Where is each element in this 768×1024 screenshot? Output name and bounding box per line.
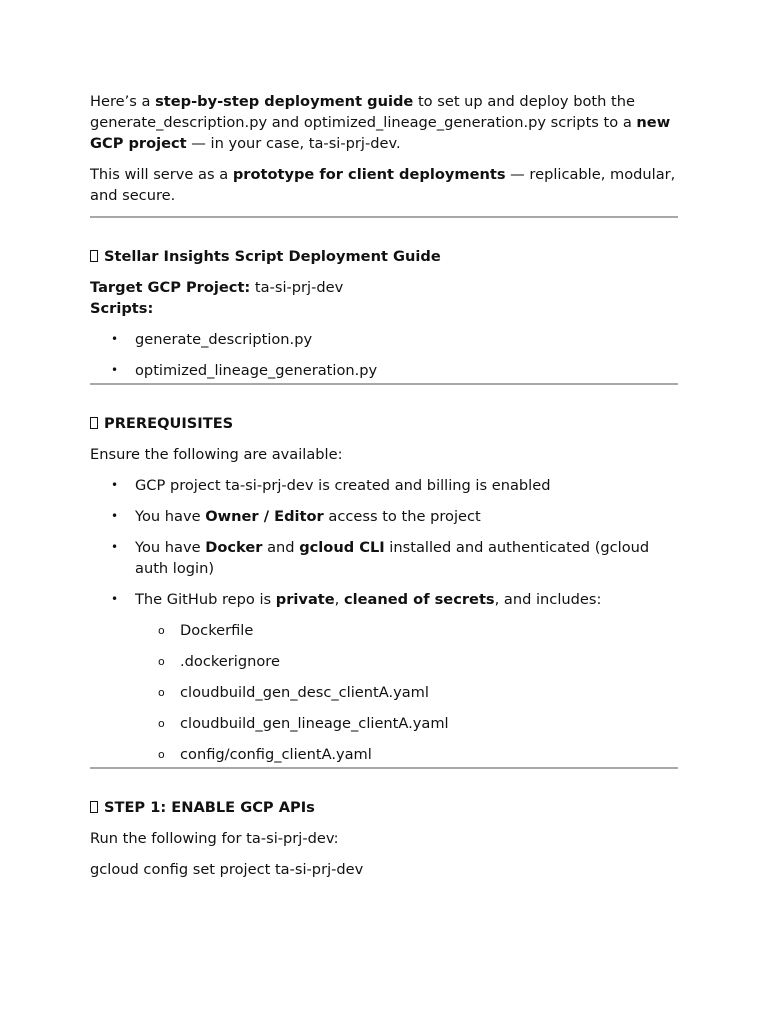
guide-heading <box>90 246 678 267</box>
bullet-icon: • <box>111 478 119 492</box>
list-item <box>135 620 678 641</box>
section-divider <box>90 383 678 385</box>
list-item <box>90 360 678 381</box>
prereq-item-text: You have <box>135 508 206 525</box>
missing-glyph-icon <box>90 417 98 429</box>
prereq-heading <box>90 413 678 434</box>
sub-bullet-icon: o <box>158 717 165 730</box>
bullet-icon: • <box>111 509 119 523</box>
intro-bold-guide: step-by-step deployment guide <box>155 93 414 110</box>
repo-file-name: cloudbuild_gen_lineage_clientA.yaml <box>180 715 449 732</box>
step1-intro: Run the following for ta-si-prj-dev: <box>90 830 339 847</box>
list-item <box>90 589 678 765</box>
intro-bold-prototype: prototype for client deployments <box>232 166 506 183</box>
prereq-intro: Ensure the following are available: <box>90 446 343 463</box>
bullet-icon: • <box>111 332 119 346</box>
sub-bullet-icon: o <box>158 686 165 699</box>
prereq-item-text: and <box>262 539 300 556</box>
list-item <box>135 651 678 672</box>
repo-files-list <box>135 620 678 765</box>
repo-file-name: .dockerignore <box>180 653 280 670</box>
step1-heading <box>90 797 678 818</box>
scripts-label: Scripts: <box>90 300 154 317</box>
step1-command: gcloud config set project ta-si-prj-dev <box>90 861 364 878</box>
list-item <box>135 744 678 765</box>
section-divider <box>90 216 678 218</box>
bullet-icon: • <box>111 540 119 554</box>
intro-text: This will serve as a <box>90 166 233 183</box>
script-name: optimized_lineage_generation.py <box>135 362 378 379</box>
guide-title: Stellar Insights Script Deployment Guide <box>104 248 441 265</box>
list-item <box>135 713 678 734</box>
sub-bullet-icon: o <box>158 655 165 668</box>
intro-paragraph <box>90 91 678 154</box>
prereq-item-text: You have <box>135 539 206 556</box>
prereq-item-text: installed and authenticated (gcloud auth login) <box>135 539 650 577</box>
repo-file-name: cloudbuild_gen_desc_clientA.yaml <box>180 684 429 701</box>
missing-glyph-icon <box>90 250 98 262</box>
prereq-item-text: access to the project <box>323 508 481 525</box>
prereq-item-text: , and includes: <box>494 591 602 608</box>
repo-file-name: Dockerfile <box>180 622 254 639</box>
prereq-item-text: , <box>334 591 344 608</box>
section-divider <box>90 767 678 769</box>
scripts-list <box>90 329 678 381</box>
prereq-item-text: The GitHub repo is <box>135 591 276 608</box>
sub-bullet-icon: o <box>158 748 165 761</box>
intro-text: — in your case, ta-si-prj-dev. <box>186 135 401 152</box>
target-project-label: Target GCP Project: <box>90 279 251 296</box>
intro-paragraph-2 <box>90 164 678 206</box>
intro-text: Here’s a <box>90 93 156 110</box>
bullet-icon: • <box>111 592 119 606</box>
prereq-item-bold: gcloud CLI <box>299 539 385 556</box>
intro-text: to set up and deploy both the generate_description.py and optimized_lineage_generation.py scripts to a <box>90 93 637 131</box>
intro-text: — replicable, modular, and secure. <box>90 166 676 204</box>
scripts-line <box>90 298 678 319</box>
list-item <box>90 537 678 579</box>
prereq-title: PREREQUISITES <box>104 415 234 432</box>
document-content <box>90 91 678 890</box>
list-item <box>135 682 678 703</box>
target-project-line <box>90 277 678 298</box>
prereq-list <box>90 475 678 765</box>
bullet-icon: • <box>111 363 119 377</box>
prereq-item-text: GCP project ta-si-prj-dev is created and billing is enabled <box>135 477 551 494</box>
prereq-item-bold: Owner / Editor <box>205 508 324 525</box>
guide-meta <box>90 277 678 319</box>
intro-bold-project: new GCP project <box>90 114 671 152</box>
list-item <box>90 329 678 350</box>
prereq-item-bold: Docker <box>205 539 263 556</box>
prereq-item-bold: private <box>275 591 335 608</box>
target-project-value: ta-si-prj-dev <box>250 279 344 296</box>
sub-bullet-icon: o <box>158 624 165 637</box>
missing-glyph-icon <box>90 801 98 813</box>
repo-file-name: config/config_clientA.yaml <box>180 746 372 763</box>
step1-title: STEP 1: ENABLE GCP APIs <box>104 799 315 816</box>
list-item <box>90 506 678 527</box>
script-name: generate_description.py <box>135 331 313 348</box>
list-item <box>90 475 678 496</box>
prereq-item-bold: cleaned of secrets <box>343 591 495 608</box>
